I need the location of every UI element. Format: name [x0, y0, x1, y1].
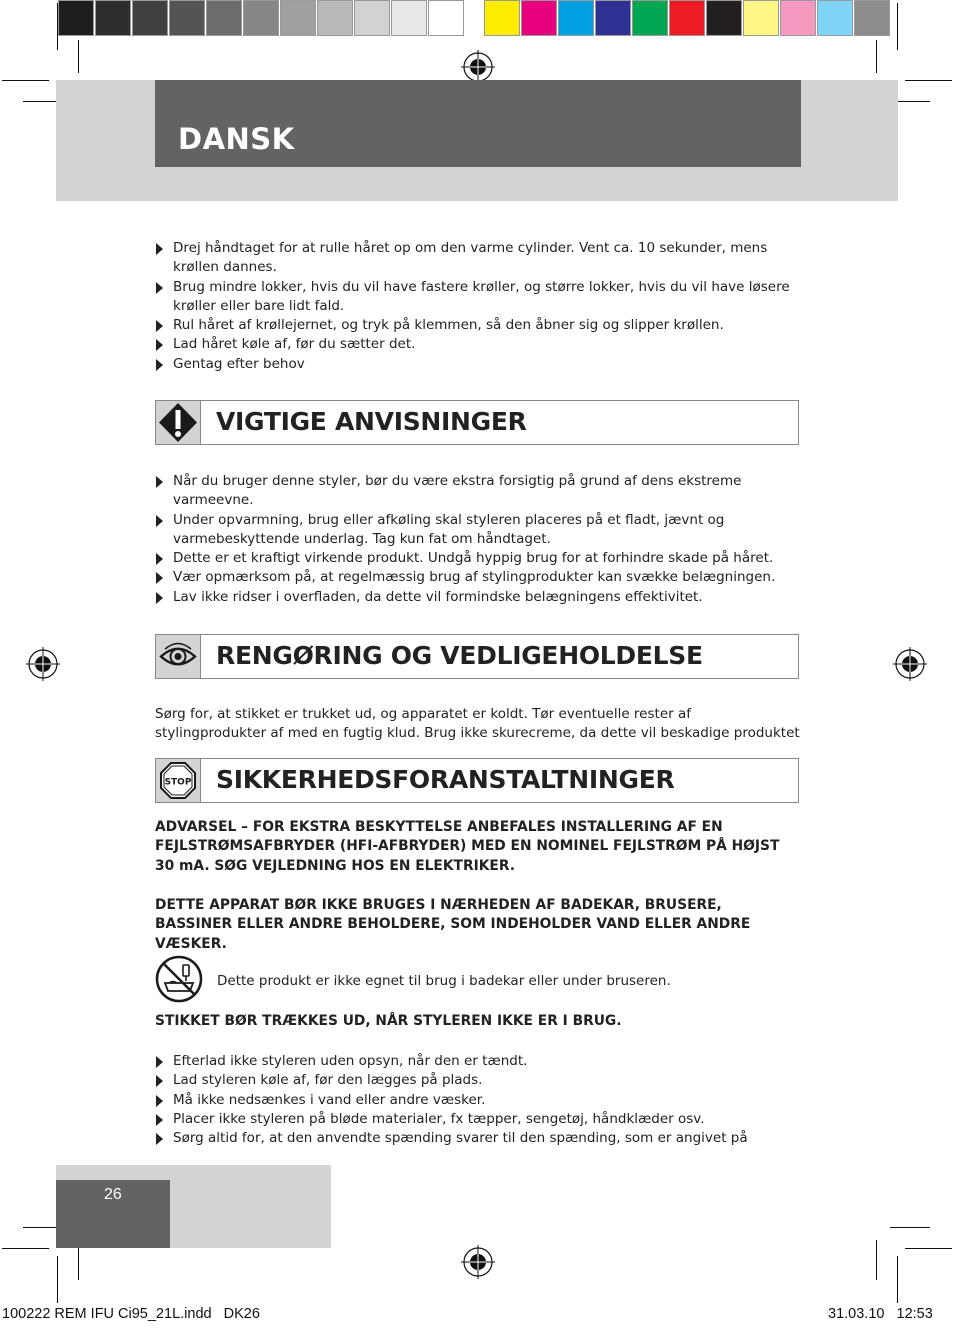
- crop-mark: [78, 40, 79, 73]
- section-header-important: [155, 400, 799, 445]
- color-swatch: [391, 0, 427, 36]
- safety-bullet-list: [155, 1052, 813, 1148]
- date-slug: 31.03.10 12:53: [828, 1306, 933, 1322]
- bullet-arrow-icon: [156, 1075, 163, 1087]
- bullet-arrow-icon: [156, 572, 163, 584]
- color-swatch: [669, 0, 705, 36]
- color-swatch: [206, 0, 242, 36]
- list-item: Placer ikke styleren på bløde materialer, fx tæpper, sengetøj, håndklæder osv.: [155, 1110, 813, 1129]
- list-item: Gentag efter behov: [155, 355, 813, 374]
- crop-mark: [905, 1248, 952, 1249]
- color-swatch: [95, 0, 131, 36]
- crop-mark: [876, 40, 877, 73]
- crop-mark: [897, 3, 898, 50]
- crop-mark: [2, 80, 49, 81]
- list-item: Dette er et kraftigt virkende produkt. Undgå hyppig brug for at forhindre skade på håret.: [155, 549, 813, 568]
- crop-mark: [57, 3, 58, 50]
- bullet-arrow-icon: [156, 243, 163, 255]
- section-icon-box: [156, 759, 201, 802]
- crop-mark: [2, 1248, 49, 1249]
- list-item: Sørg altid for, at den anvendte spænding svarer til den spænding, som er angivet på: [155, 1129, 813, 1148]
- bullet-arrow-icon: [156, 553, 163, 565]
- bullet-arrow-icon: [156, 359, 163, 371]
- list-item: Må ikke nedsænkes i vand eller andre væsker.: [155, 1091, 813, 1110]
- color-swatch: [706, 0, 742, 36]
- section-header-cleaning: [155, 634, 799, 679]
- registration-mark-icon: [461, 1245, 495, 1279]
- color-swatch: [854, 0, 890, 36]
- list-item: Rul håret af krøllejernet, og tryk på klemmen, så den åbner sig og slipper krøllen.: [155, 316, 813, 335]
- color-swatch: [280, 0, 316, 36]
- cleaning-text: Sørg for, at stikket er trukket ud, og apparatet er koldt. Tør eventuelle rester af stylingprodukter af med en fugtig klud. Brug ikke skurecreme, da dette vil beskadige produktet: [155, 706, 800, 742]
- bullet-arrow-icon: [156, 1114, 163, 1126]
- color-swatch: [169, 0, 205, 36]
- color-swatch: [132, 0, 168, 36]
- bullet-arrow-icon: [156, 320, 163, 332]
- no-bath-icon: [155, 955, 203, 1003]
- crop-mark: [905, 80, 952, 81]
- color-swatch: [243, 0, 279, 36]
- bullet-arrow-icon: [156, 592, 163, 604]
- intro-bullet-list: [155, 239, 813, 374]
- crop-mark: [876, 1240, 877, 1280]
- bullet-arrow-icon: [156, 1056, 163, 1068]
- file-slug: 100222 REM IFU Ci95_21L.indd DK26: [2, 1306, 260, 1322]
- crop-mark: [890, 1227, 930, 1228]
- color-swatch: [521, 0, 557, 36]
- page-number: 26: [104, 1186, 122, 1203]
- color-swatch: [595, 0, 631, 36]
- color-swatch: [58, 0, 94, 36]
- list-item: Efterlad ikke styleren uden opsyn, når den er tændt.: [155, 1052, 813, 1071]
- list-item: Lad håret køle af, før du sætter det.: [155, 335, 813, 354]
- color-swatch: [428, 0, 464, 36]
- section-icon-box: [156, 401, 201, 444]
- stop-label: STOP: [164, 777, 192, 788]
- registration-mark-icon: [461, 50, 495, 84]
- registration-mark-icon: [893, 647, 927, 681]
- bullet-arrow-icon: [156, 515, 163, 527]
- warning-icon: [156, 401, 200, 444]
- rcd-warning: ADVARSEL – FOR EKSTRA BESKYTTELSE ANBEFALES INSTALLERING AF EN FEJLSTRØMSAFBRYDER (HFI-AFBRYDER) MED EN NOMINEL FEJLSTRØM PÅ HØJST 30 mA. SØG VEJLEDNING HOS EN ELEKTRIKER.: [155, 819, 780, 874]
- list-item: Lad styleren køle af, før den lægges på plads.: [155, 1071, 813, 1090]
- section-title: VIGTIGE ANVISNINGER: [216, 407, 527, 436]
- section-title: RENGØRING OG VEDLIGEHOLDELSE: [216, 641, 703, 670]
- list-item: Lav ikke ridser i overfladen, da dette vil formindske belægningens effektivitet.: [155, 588, 813, 607]
- bullet-arrow-icon: [156, 1133, 163, 1145]
- crop-mark: [57, 1256, 58, 1303]
- water-warning: DETTE APPARAT BØR IKKE BRUGES I NÆRHEDEN AF BADEKAR, BRUSERE, BASSINER ELLER ANDRE BEHOLDERE, SOM INDEHOLDER VAND ELLER ANDRE VÆSKER.: [155, 897, 751, 952]
- section-title: SIKKERHEDSFORANSTALTNINGER: [216, 765, 675, 794]
- registration-mark-icon: [26, 647, 60, 681]
- color-swatch: [743, 0, 779, 36]
- color-swatch: [484, 0, 520, 36]
- list-item: Når du bruger denne styler, bør du være ekstra forsigtig på grund af dens ekstreme varmeevne.: [155, 472, 813, 511]
- section-icon-box: [156, 635, 201, 678]
- bullet-arrow-icon: [156, 476, 163, 488]
- list-item: Drej håndtaget for at rulle håret op om den varme cylinder. Vent ca. 10 sekunder, mens krøllen dannes.: [155, 239, 813, 278]
- color-swatch: [354, 0, 390, 36]
- color-swatch: [632, 0, 668, 36]
- color-swatch-row: [484, 0, 891, 38]
- important-bullet-list: [155, 472, 813, 607]
- list-item: Under opvarmning, brug eller afkøling skal styleren placeres på et fladt, jævnt og varmebeskyttende underlag. Tag kun fat om håndtaget.: [155, 511, 813, 550]
- color-swatch: [558, 0, 594, 36]
- eye-icon: [156, 635, 200, 678]
- gray-swatch-row: [58, 0, 465, 38]
- color-swatch: [780, 0, 816, 36]
- list-item: Brug mindre lokker, hvis du vil have fastere krøller, og større lokker, hvis du vil have løsere krøller eller bare lidt fald.: [155, 278, 813, 317]
- bullet-arrow-icon: [156, 282, 163, 294]
- page-title: DANSK: [178, 122, 295, 156]
- bullet-arrow-icon: [156, 339, 163, 351]
- unplug-warning: STIKKET BØR TRÆKKES UD, NÅR STYLEREN IKKE ER I BRUG.: [155, 1013, 622, 1029]
- stop-sign-icon: [156, 759, 200, 802]
- bath-note: Dette produkt er ikke egnet til brug i badekar eller under bruseren.: [217, 973, 671, 989]
- crop-mark: [897, 1256, 898, 1303]
- list-item: Vær opmærksom på, at regelmæssig brug af stylingprodukter kan svække belægningen.: [155, 568, 813, 587]
- section-header-safety: [155, 758, 799, 803]
- color-swatch: [317, 0, 353, 36]
- bullet-arrow-icon: [156, 1095, 163, 1107]
- color-swatch: [817, 0, 853, 36]
